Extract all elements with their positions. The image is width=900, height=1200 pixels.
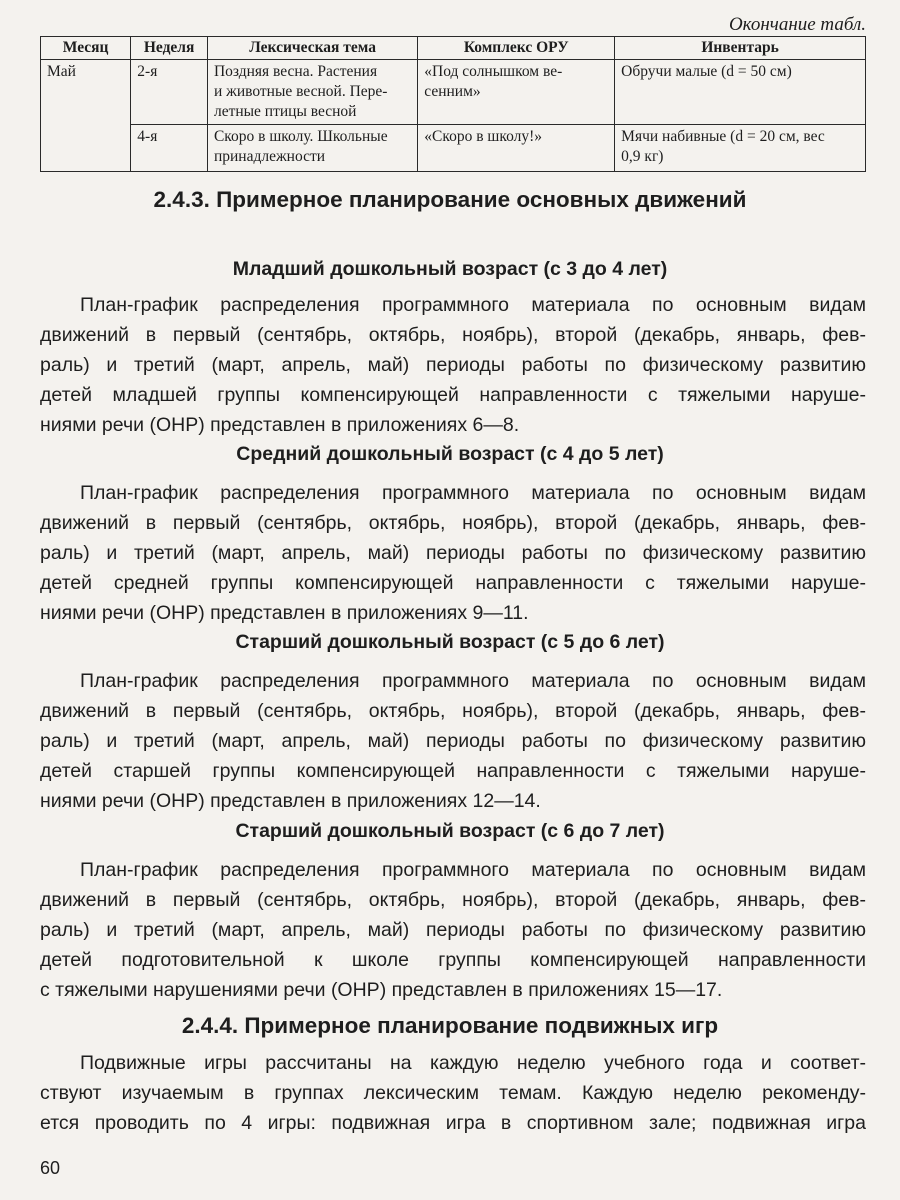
paragraph-line: движений в первый (сентябрь, октябрь, ноябрь), второй (декабрь, январь, фев- bbox=[40, 889, 866, 911]
header-lexical-topic: Лексическая тема bbox=[207, 37, 417, 60]
cell-equipment-line: Мячи набивные (d = 20 см, вес bbox=[621, 128, 825, 145]
table-row bbox=[41, 60, 866, 125]
paragraph-line: План-график распределения программного материала по основным видам bbox=[80, 670, 866, 692]
paragraph-line: ствуют изучаемым в группах лексическим темам. Каждую неделю рекоменду- bbox=[40, 1082, 866, 1104]
cell-topic bbox=[207, 125, 417, 172]
cell-equipment bbox=[615, 125, 866, 172]
header-week: Неделя bbox=[131, 37, 208, 60]
paragraph-line: ется проводить по 4 игры: подвижная игра в спортивном зале; подвижная игра bbox=[40, 1112, 866, 1134]
paragraph-line: План-график распределения программного материала по основным видам bbox=[80, 482, 866, 504]
paragraph-line: ниями речи (ОНР) представлен в приложениях 12—14. bbox=[40, 790, 541, 812]
cell-topic-line: принадлежности bbox=[213, 148, 326, 165]
cell-topic bbox=[207, 60, 417, 125]
paragraph-line: движений в первый (сентябрь, октябрь, ноябрь), второй (декабрь, январь, фев- bbox=[40, 512, 866, 534]
paragraph-line: движений в первый (сентябрь, октябрь, ноябрь), второй (декабрь, январь, фев- bbox=[40, 324, 866, 346]
section-heading-2-4-4: 2.4.4. Примерное планирование подвижных игр bbox=[181, 1013, 719, 1038]
paragraph-4-5 bbox=[40, 478, 866, 628]
paragraph-5-6 bbox=[40, 666, 866, 816]
paragraph-3-4 bbox=[40, 290, 866, 440]
cell-complex-line: «Скоро в школу!» bbox=[424, 128, 543, 145]
cell-topic-line: Скоро в школу. Школьные bbox=[213, 128, 388, 145]
cell-equipment bbox=[615, 60, 866, 125]
page-number: 60 bbox=[40, 1158, 61, 1178]
cell-month: Май bbox=[41, 60, 131, 172]
paragraph-line: ниями речи (ОНР) представлен в приложениях 9—11. bbox=[40, 602, 529, 624]
subsection-heading-5-6: Старший дошкольный возраст (с 5 до 6 лет) bbox=[235, 631, 665, 653]
section-heading-2-4-3: 2.4.3. Примерное планирование основных движений bbox=[153, 187, 747, 212]
paragraph-line: Подвижные игры рассчитаны на каждую неделю учебного года и соответ- bbox=[80, 1052, 866, 1074]
paragraph-line: раль) и третий (март, апрель, май) периоды работы по физическому развитию bbox=[40, 354, 866, 376]
subsection-heading-3-4: Младший дошкольный возраст (с 3 до 4 лет) bbox=[232, 258, 668, 280]
table-header-row bbox=[41, 37, 866, 60]
equipment-table bbox=[40, 36, 866, 172]
header-equipment: Инвентарь bbox=[615, 37, 866, 60]
paragraph-line: детей подготовительной к школе группы компенсирующей направленности bbox=[40, 949, 866, 971]
paragraph-line: детей старшей группы компенсирующей направленности с тяжелыми наруше- bbox=[40, 760, 866, 782]
cell-complex-line: сенним» bbox=[424, 83, 481, 100]
table-continuation-note: Окончание табл. bbox=[728, 14, 866, 35]
header-month: Месяц bbox=[41, 37, 131, 60]
cell-equipment-line: Обручи малые (d = 50 см) bbox=[621, 63, 792, 80]
cell-topic-line: и животные весной. Пере- bbox=[213, 83, 388, 100]
paragraph-line: движений в первый (сентябрь, октябрь, ноябрь), второй (декабрь, январь, фев- bbox=[40, 700, 866, 722]
paragraph-line: с тяжелыми нарушениями речи (ОНР) представлен в приложениях 15—17. bbox=[40, 979, 723, 1001]
paragraph-games bbox=[40, 1048, 866, 1138]
cell-week: 4-я bbox=[131, 125, 208, 172]
cell-equipment-line: 0,9 кг) bbox=[621, 148, 664, 165]
cell-week: 2-я bbox=[131, 60, 208, 125]
paragraph-6-7 bbox=[40, 855, 866, 1005]
subsection-heading-6-7: Старший дошкольный возраст (с 6 до 7 лет) bbox=[235, 820, 665, 842]
paragraph-line: раль) и третий (март, апрель, май) периоды работы по физическому развитию bbox=[40, 542, 866, 564]
cell-complex bbox=[418, 60, 615, 125]
cell-complex-line: «Под солнышком ве- bbox=[424, 63, 563, 80]
paragraph-line: раль) и третий (март, апрель, май) периоды работы по физическому развитию bbox=[40, 919, 866, 941]
table-row bbox=[41, 125, 866, 172]
header-oru-complex: Комплекс ОРУ bbox=[418, 37, 615, 60]
paragraph-line: детей младшей группы компенсирующей направленности с тяжелыми наруше- bbox=[40, 384, 866, 406]
cell-topic-line: летные птицы весной bbox=[213, 103, 357, 120]
paragraph-line: План-график распределения программного материала по основным видам bbox=[80, 859, 866, 881]
paragraph-line: ниями речи (ОНР) представлен в приложениях 6—8. bbox=[40, 414, 520, 436]
cell-topic-line: Поздняя весна. Растения bbox=[213, 63, 378, 80]
cell-complex bbox=[418, 125, 615, 172]
paragraph-line: детей средней группы компенсирующей направленности с тяжелыми наруше- bbox=[40, 572, 866, 594]
paragraph-line: План-график распределения программного материала по основным видам bbox=[80, 294, 866, 316]
subsection-heading-4-5: Средний дошкольный возраст (с 4 до 5 лет) bbox=[236, 443, 664, 465]
paragraph-line: раль) и третий (март, апрель, май) периоды работы по физическому развитию bbox=[40, 730, 866, 752]
